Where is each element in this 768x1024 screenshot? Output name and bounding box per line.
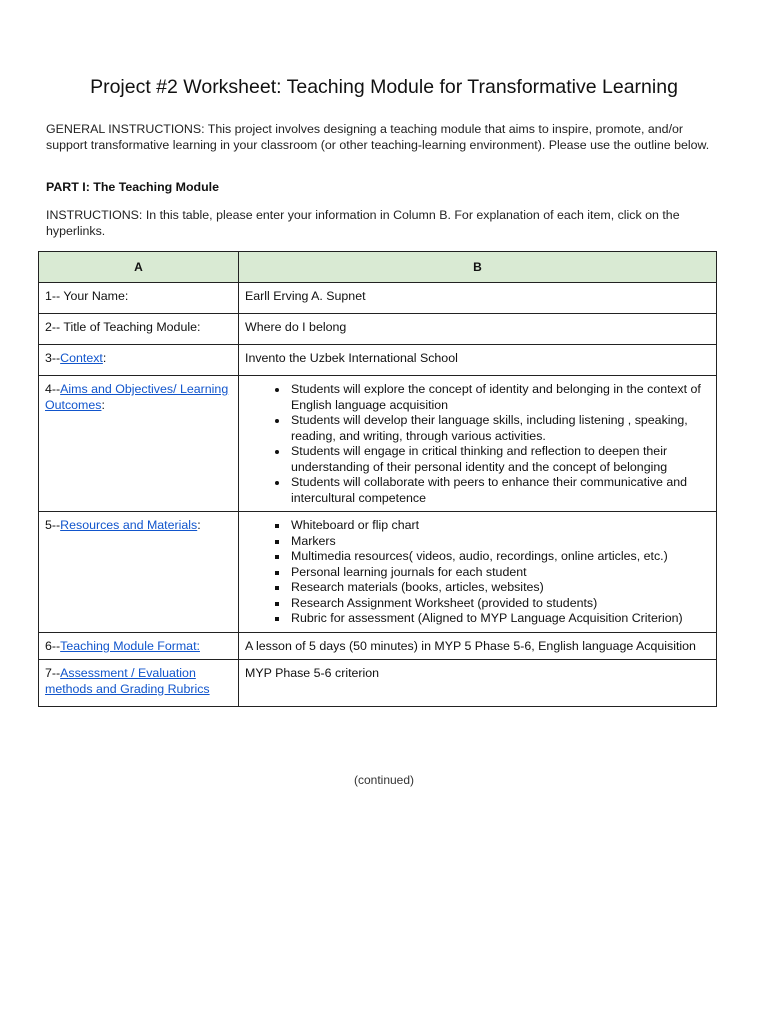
format-value: A lesson of 5 days (50 minutes) in MYP 5 Phase 5-6, English language Acquisition bbox=[239, 632, 717, 660]
context-label bbox=[39, 345, 239, 376]
aims-suffix: : bbox=[101, 397, 105, 412]
column-b-header: B bbox=[239, 252, 717, 283]
list-item: ▪ Markers bbox=[289, 534, 710, 550]
resources-label bbox=[39, 512, 239, 633]
list-item: ▪ Personal learning journals for each student bbox=[289, 565, 710, 581]
table-instructions: INSTRUCTIONS: In this table, please enter your information in Column B. For explanation of each item, click on the hyperlinks. bbox=[46, 208, 680, 238]
resources-prefix: 5-- bbox=[45, 518, 61, 532]
context-suffix: : bbox=[102, 351, 107, 365]
list-item: • Students will develop their language skills, including listening , speaking, reading, and writing, through various activities. bbox=[289, 413, 710, 444]
list-item: ▪ Multimedia resources( videos, audio, recordings, online articles, etc.) bbox=[289, 549, 710, 565]
assessment-link[interactable]: Assessment / Evaluation methods and Grading Rubrics bbox=[45, 666, 210, 696]
table-row bbox=[39, 660, 717, 707]
resources-link[interactable]: Resources and Materials bbox=[60, 518, 198, 532]
format-prefix: 6-- bbox=[45, 638, 61, 653]
list-item: ▪ Rubric for assessment (Aligned to MYP Language Acquisition Criterion) bbox=[289, 611, 710, 627]
module-table bbox=[38, 251, 717, 707]
continued-note: (continued) bbox=[353, 773, 415, 787]
list-item: ▪ Whiteboard or flip chart bbox=[289, 518, 710, 534]
assessment-label bbox=[39, 660, 239, 707]
aims-list bbox=[245, 382, 710, 506]
table-header-row bbox=[39, 252, 717, 283]
list-item: ▪ Research Assignment Worksheet (provided to students) bbox=[289, 596, 710, 612]
aims-cell bbox=[239, 376, 717, 512]
resources-list bbox=[245, 518, 710, 627]
module-title-value: Where do I belong bbox=[239, 314, 717, 345]
table-row bbox=[39, 283, 717, 314]
table-row bbox=[39, 632, 717, 660]
table-row bbox=[39, 376, 717, 512]
context-link[interactable]: Context bbox=[60, 351, 103, 365]
part-heading: PART I: The Teaching Module bbox=[46, 180, 220, 194]
format-link[interactable]: Teaching Module Format: bbox=[60, 638, 200, 653]
assessment-value: MYP Phase 5-6 criterion bbox=[239, 660, 717, 707]
format-label bbox=[39, 632, 239, 660]
table-row bbox=[39, 314, 717, 345]
module-title-label: 2-- Title of Teaching Module: bbox=[39, 314, 239, 345]
context-value: Invento the Uzbek International School bbox=[239, 345, 717, 376]
general-instructions: GENERAL INSTRUCTIONS: This project involves designing a teaching module that aims to inspire, promote, and/or support transformative learning in your classroom (or other teaching-learning environment). Please use the outline below. bbox=[46, 122, 710, 152]
context-prefix: 3-- bbox=[45, 351, 61, 365]
name-value: Earll Erving A. Supnet bbox=[239, 283, 717, 314]
table-row bbox=[39, 512, 717, 633]
name-label: 1-- Your Name: bbox=[39, 283, 239, 314]
list-item: • Students will collaborate with peers to enhance their communicative and intercultural competence bbox=[289, 475, 710, 506]
aims-label bbox=[39, 376, 239, 512]
list-item: • Students will engage in critical thinking and reflection to deepen their understanding of their personal identity and the concept of belonging bbox=[289, 444, 710, 475]
column-a-header: A bbox=[39, 252, 239, 283]
list-item: ▪ Research materials (books, articles, websites) bbox=[289, 580, 710, 596]
assessment-prefix: 7-- bbox=[45, 666, 61, 680]
table-row bbox=[39, 345, 717, 376]
resources-suffix: : bbox=[197, 518, 201, 532]
aims-link[interactable]: Aims and Objectives/ Learning Outcomes bbox=[45, 382, 229, 412]
page-title: Project #2 Worksheet: Teaching Module for Transformative Learning bbox=[90, 76, 678, 98]
resources-cell bbox=[239, 512, 717, 633]
aims-prefix: 4-- bbox=[45, 382, 61, 396]
list-item: • Students will explore the concept of identity and belonging in the context of English language acquisition bbox=[289, 382, 710, 413]
